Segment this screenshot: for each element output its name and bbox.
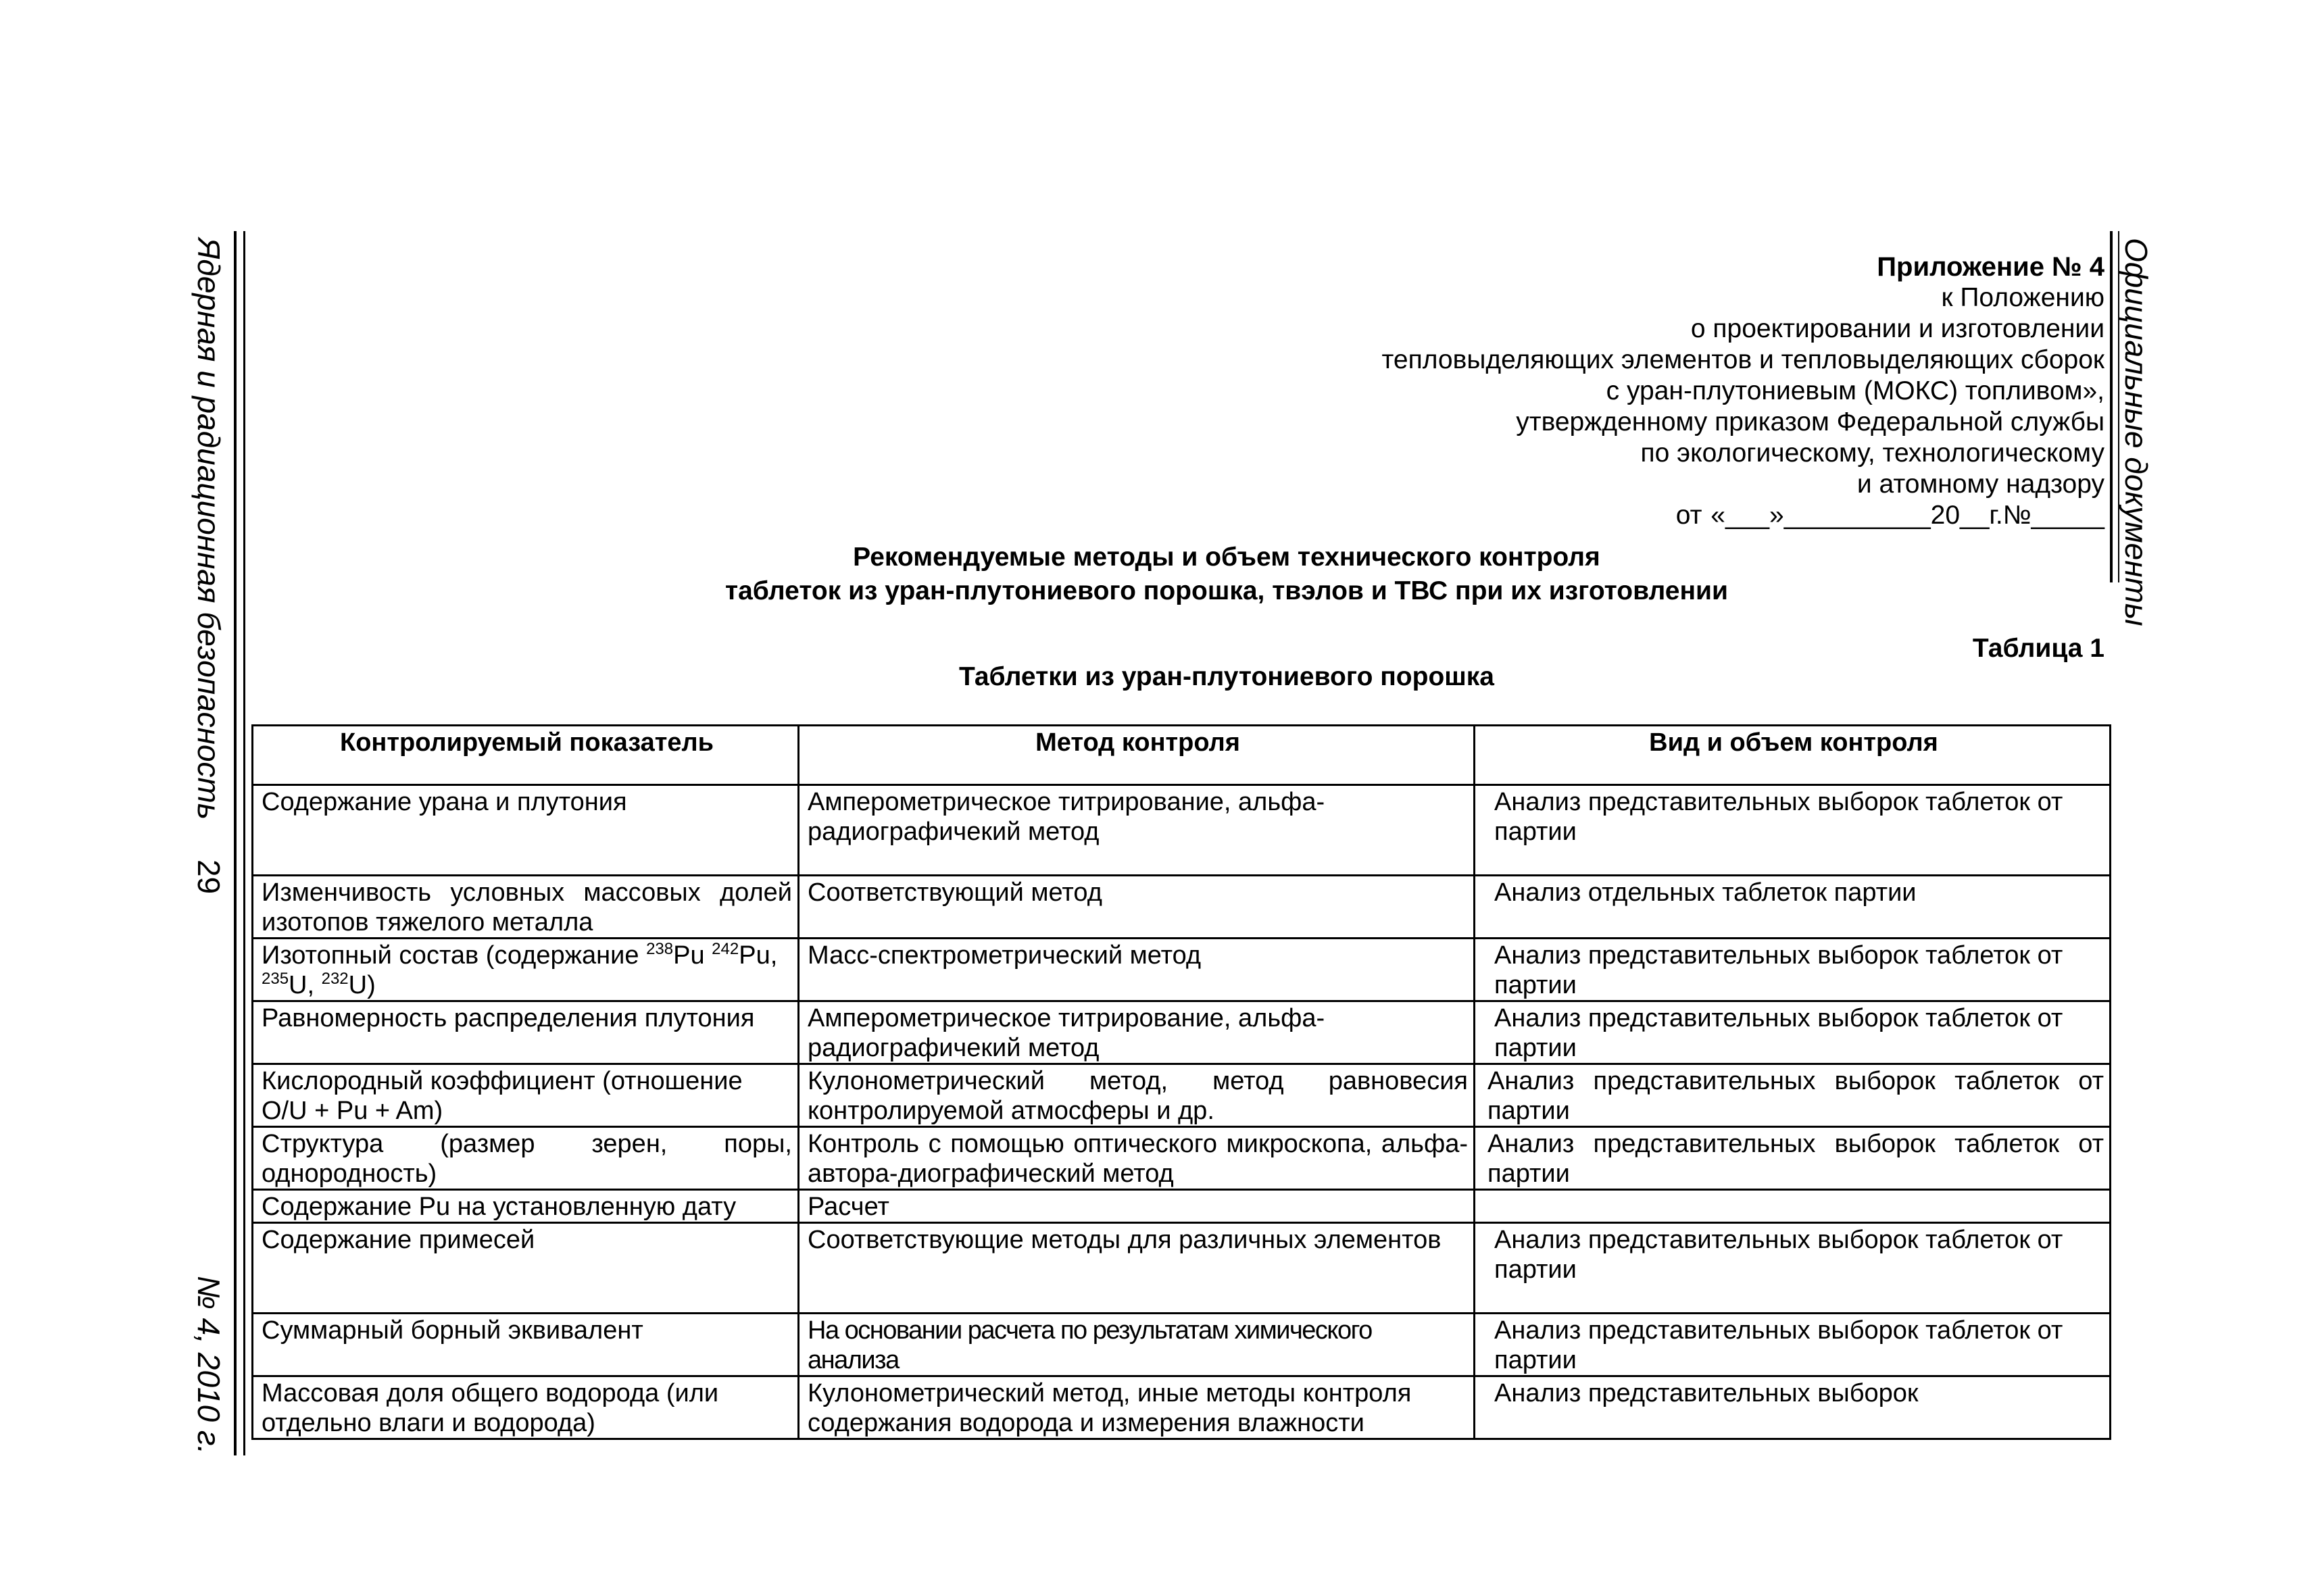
heading-line: с уран-плутониевым (МОКС) топливом», [1606,376,2104,405]
column-header: Метод контроля [799,726,1475,785]
table-row [253,1190,2111,1223]
document-title [466,541,1987,608]
method-cell: Кулонометрический метод, метод равновесия контролируемой атмосферы и др. [799,1064,1475,1127]
table-row [253,1064,2111,1127]
indicator-cell: Содержание примесей [253,1223,799,1314]
heading-line: о проектировании и изготовлении [1690,314,2104,343]
indicator-cell: Массовая доля общего водорода (или отдельно влаги и водорода) [253,1376,799,1439]
table-row [253,1376,2111,1439]
heading-line: утвержденному приказом Федеральной службы [1516,407,2104,437]
appendix-heading [1382,251,2105,531]
table-row [253,1127,2111,1190]
table-row [253,785,2111,876]
issue-label: № 4, 2010 г. [191,1276,226,1455]
control-methods-table [251,724,2111,1440]
table-row [253,876,2111,939]
section-label: Официальные документы [2119,238,2154,626]
scope-cell: Анализ представительных выборок таблеток от партии [1475,1223,2111,1314]
table-header-row [253,726,2111,785]
scope-cell: Анализ представительных выборок таблеток от партии [1475,1001,2111,1064]
indicator-cell [253,939,799,1001]
isotope-superscript: 232 [321,970,349,988]
scope-cell: Анализ представительных выборок [1475,1376,2111,1439]
column-header: Контролируемый показатель [253,726,799,785]
left-margin-rule-inner [243,231,245,1455]
table-row [253,1314,2111,1376]
indicator-text: U, [289,971,322,999]
method-cell: Кулонометрический метод, иные методы контроля содержания водорода и измерения влажности [799,1376,1475,1439]
indicator-text: Изотопный состав (содержание [262,941,647,970]
scope-cell: Анализ представительных выборок таблеток от партии [1475,1064,2111,1127]
scope-cell: Анализ представительных выборок таблеток от партии [1475,785,2111,876]
table-row [253,1223,2111,1314]
indicator-text: U) [348,971,376,999]
indicator-text: Pu, [739,941,778,970]
appendix-number: Приложение № 4 [1877,252,2104,282]
isotope-superscript: 238 [646,940,674,958]
indicator-cell: Структура (размер зерен, поры, однородность) [253,1127,799,1190]
indicator-cell: Содержание Pu на установленную дату [253,1190,799,1223]
table-subtitle: Таблетки из уран-плутониевого порошка [959,662,1494,691]
page-number: 29 [191,859,226,895]
table-row [253,939,2111,1001]
scope-cell [1475,1190,2111,1223]
date-number-line: от «___»__________20__г.№_____ [1675,501,2104,530]
right-margin-rule [2110,231,2113,582]
isotope-superscript: 242 [712,940,739,958]
journal-title: Ядерная и радиационная безопасность [191,238,226,820]
heading-line: к Положению [1941,283,2104,312]
method-cell: Амперометрическое титрирование, альфа-радиографичекий метод [799,1001,1475,1064]
column-header: Вид и объем контроля [1475,726,2111,785]
document-title-line: Рекомендуемые методы и объем технического контроля [853,543,1600,572]
left-margin-rule [234,231,237,1455]
scope-cell: Анализ представительных выборок таблеток от партии [1475,1127,2111,1190]
table-row [253,1001,2111,1064]
method-cell: Соответствующие методы для различных элементов [799,1223,1475,1314]
indicator-cell: Содержание урана и плутония [253,785,799,876]
scope-cell: Анализ представительных выборок таблеток от партии [1475,939,2111,1001]
method-cell: Расчет [799,1190,1475,1223]
heading-line: по экологическому, технологическому [1640,439,2104,468]
method-cell: Соответствующий метод [799,876,1475,939]
scope-cell: Анализ отдельных таблеток партии [1475,876,2111,939]
isotope-superscript: 235 [262,970,289,988]
indicator-text: Pu [673,941,712,970]
indicator-cell: Кислородный коэффициент (отношение O/U + Pu + Am) [253,1064,799,1127]
document-title-line: таблеток из уран-плутониевого порошка, твэлов и ТВС при их изготовлении [724,576,1729,605]
indicator-cell: Изменчивость условных массовых долей изотопов тяжелого металла [253,876,799,939]
method-cell: Амперометрическое титрирование, альфа-радиографичекий метод [799,785,1475,876]
method-cell: Контроль с помощью оптического микроскопа, альфа-автора-диографический метод [799,1127,1475,1190]
table-number: Таблица 1 [1972,634,2104,663]
indicator-cell: Равномерность распределения плутония [253,1001,799,1064]
heading-line: тепловыделяющих элементов и тепловыделяющих сборок [1381,345,2104,374]
heading-line: и атомному надзору [1856,470,2104,499]
method-cell: Масс-спектрометрический метод [799,939,1475,1001]
method-cell: На основании расчета по результатам химического анализа [799,1314,1475,1376]
indicator-cell: Суммарный борный эквивалент [253,1314,799,1376]
scope-cell: Анализ представительных выборок таблеток от партии [1475,1314,2111,1376]
